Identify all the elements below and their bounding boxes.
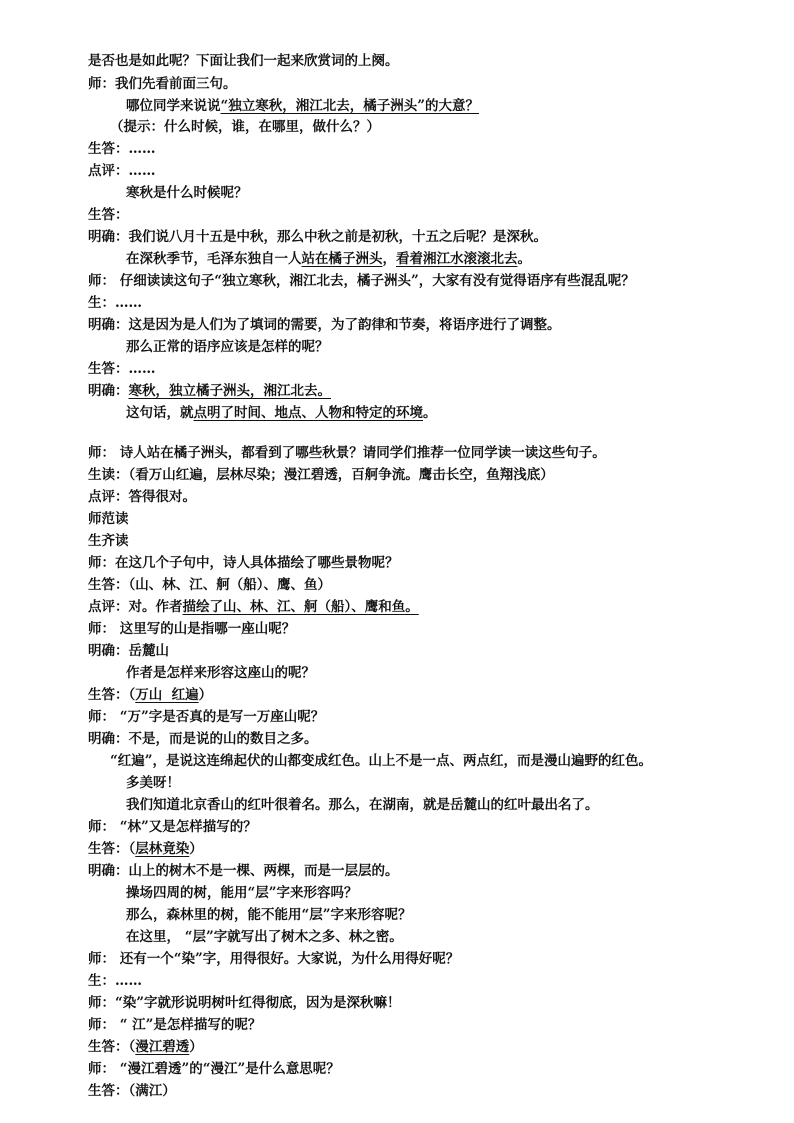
text-line: 我们知道北京香山的红叶很着名。那么，在湖南，就是岳麓山的红叶最出名了。 <box>126 797 599 813</box>
text-line: 师： 诗人站在橘子洲头，都看到了哪些秋景？请同学们推荐一位同学读一读这些句子。 <box>88 445 606 461</box>
text-line: 在这里， “层”字就写出了树木之多、林之密。 <box>126 929 403 945</box>
text-line: 寒秋是什么时候呢？ <box>126 185 248 201</box>
text-line: 在深秋季节，毛泽东独自一人站在橘子洲头，看着湘江水滚滚北去。 <box>126 251 531 267</box>
text-line: 明确：不是，而是说的山的数目之多。 <box>88 731 318 747</box>
text-line: 明确：岳麓山 <box>88 643 169 659</box>
text-line: 师：在这几个子句中，诗人具体描绘了哪些景物呢？ <box>88 555 399 571</box>
text-line: 生答：…… <box>88 141 156 157</box>
underlined-phrase: 看着湘江水滚滚北去 <box>396 251 518 267</box>
text-line: 那么，森林里的树，能不能用“层”字来形容呢？ <box>126 907 412 923</box>
text-line: 点评：对。作者描绘了山、林、江、舸（船）、鹰和鱼。 <box>88 599 419 615</box>
text-line: “红遍”，是说这连绵起伏的山都变成红色。山上不是一点、两点红，而是漫山遍野的红色。 <box>110 753 653 769</box>
text-line: 多美呀！ <box>126 775 180 791</box>
underlined-phrase: 寒秋，独立橘子洲头，湘江北去。 <box>128 383 331 399</box>
text-line: 作者是怎样来形容这座山的呢？ <box>126 665 315 681</box>
text-line: 生答：（层林竟染） <box>88 841 203 857</box>
text-line: 点评：…… <box>88 163 156 179</box>
text-line: 生答：（万山 红遍） <box>88 687 213 703</box>
text-line: 师： “漫江碧透”的“漫江”是什么意思呢？ <box>88 1061 340 1077</box>
text-line: 明确：寒秋，独立橘子洲头，湘江北去。 <box>88 383 331 399</box>
text-line: 生读：（看万山红遍，层林尽染；漫江碧透，百舸争流。鹰击长空，鱼翔浅底） <box>88 467 554 483</box>
text-line: 师范读 <box>88 511 129 527</box>
text-line: 师： “万”字是否真的是写一万座山呢？ <box>88 709 325 725</box>
underlined-phrase: 层林竟染 <box>135 841 190 857</box>
text-line: 明确：我们说八月十五是中秋，那么中秋之前是初秋，十五之后呢？是深秋。 <box>88 229 547 245</box>
text-line: 师：我们先看前面三句。 <box>88 76 237 92</box>
text-line: 操场四周的树，能用“层”字来形容吗？ <box>126 885 358 901</box>
text-line: 生答：（满江） <box>88 1083 176 1099</box>
text-line: 那么正常的语序应该是怎样的呢？ <box>126 339 329 355</box>
text-line: 生答：（漫江碧透） <box>88 1039 203 1055</box>
text-line: 生：…… <box>88 973 142 989</box>
text-line: 师： “林”又是怎样描写的？ <box>88 819 257 835</box>
text-line: 哪位同学来说说“独立寒秋，湘江北去，橘子洲头”的大意？ <box>126 98 480 114</box>
text-line: 师： “ 江”是怎样描写的呢？ <box>88 1017 262 1033</box>
underlined-phrase: 万山 红遍 <box>135 687 199 703</box>
text-line: 生答：（山、林、江、舸（船）、鹰、鱼） <box>88 577 331 593</box>
text-line: 生齐读 <box>88 533 129 549</box>
text-line: 师： 这里写的山是指哪一座山呢？ <box>88 621 296 637</box>
text-line: 生：…… <box>88 295 142 311</box>
text-line: 明确：这是因为是人们为了填词的需要，为了韵律和节奏，将语序进行了调整。 <box>88 317 561 333</box>
text-line: （提示：什么时候，谁，在哪里，做什么？） <box>110 119 380 135</box>
underlined-phrase: 点明了时间、地点、人物和特定的环境 <box>193 405 423 421</box>
text-line: 是否也是如此呢？下面让我们一起来欣赏词的上阕。 <box>88 53 399 69</box>
underlined-phrase: “独立寒秋，湘江北去，橘子洲头”的大意？ <box>220 98 480 114</box>
text-line: 生答： <box>88 207 129 223</box>
text-line: 师： 仔细读读这句子“独立寒秋，湘江北去，橘子洲头”，大家有没有觉得语序有些混乱呢？ <box>88 273 635 289</box>
text-line: 师：“染”字就形说明树叶红得彻底，因为是深秋嘛！ <box>88 995 401 1011</box>
text-line: 这句话，就点明了时间、地点、人物和特定的环境。 <box>126 405 437 421</box>
underlined-phrase: 站在橘子洲头 <box>301 251 383 267</box>
text-line: 师： 还有一个“染”字，用得很好。大家说，为什么用得好呢？ <box>88 951 460 967</box>
underlined-phrase: 描绘了山、林、江、舸（船）、鹰和鱼。 <box>182 599 419 615</box>
text-line: 明确：山上的树木不是一棵、两棵，而是一层层的。 <box>88 863 399 879</box>
underlined-phrase: 漫江碧透 <box>135 1039 190 1055</box>
text-line: 点评：答得很对。 <box>88 489 196 505</box>
text-line: 生答：…… <box>88 361 156 377</box>
